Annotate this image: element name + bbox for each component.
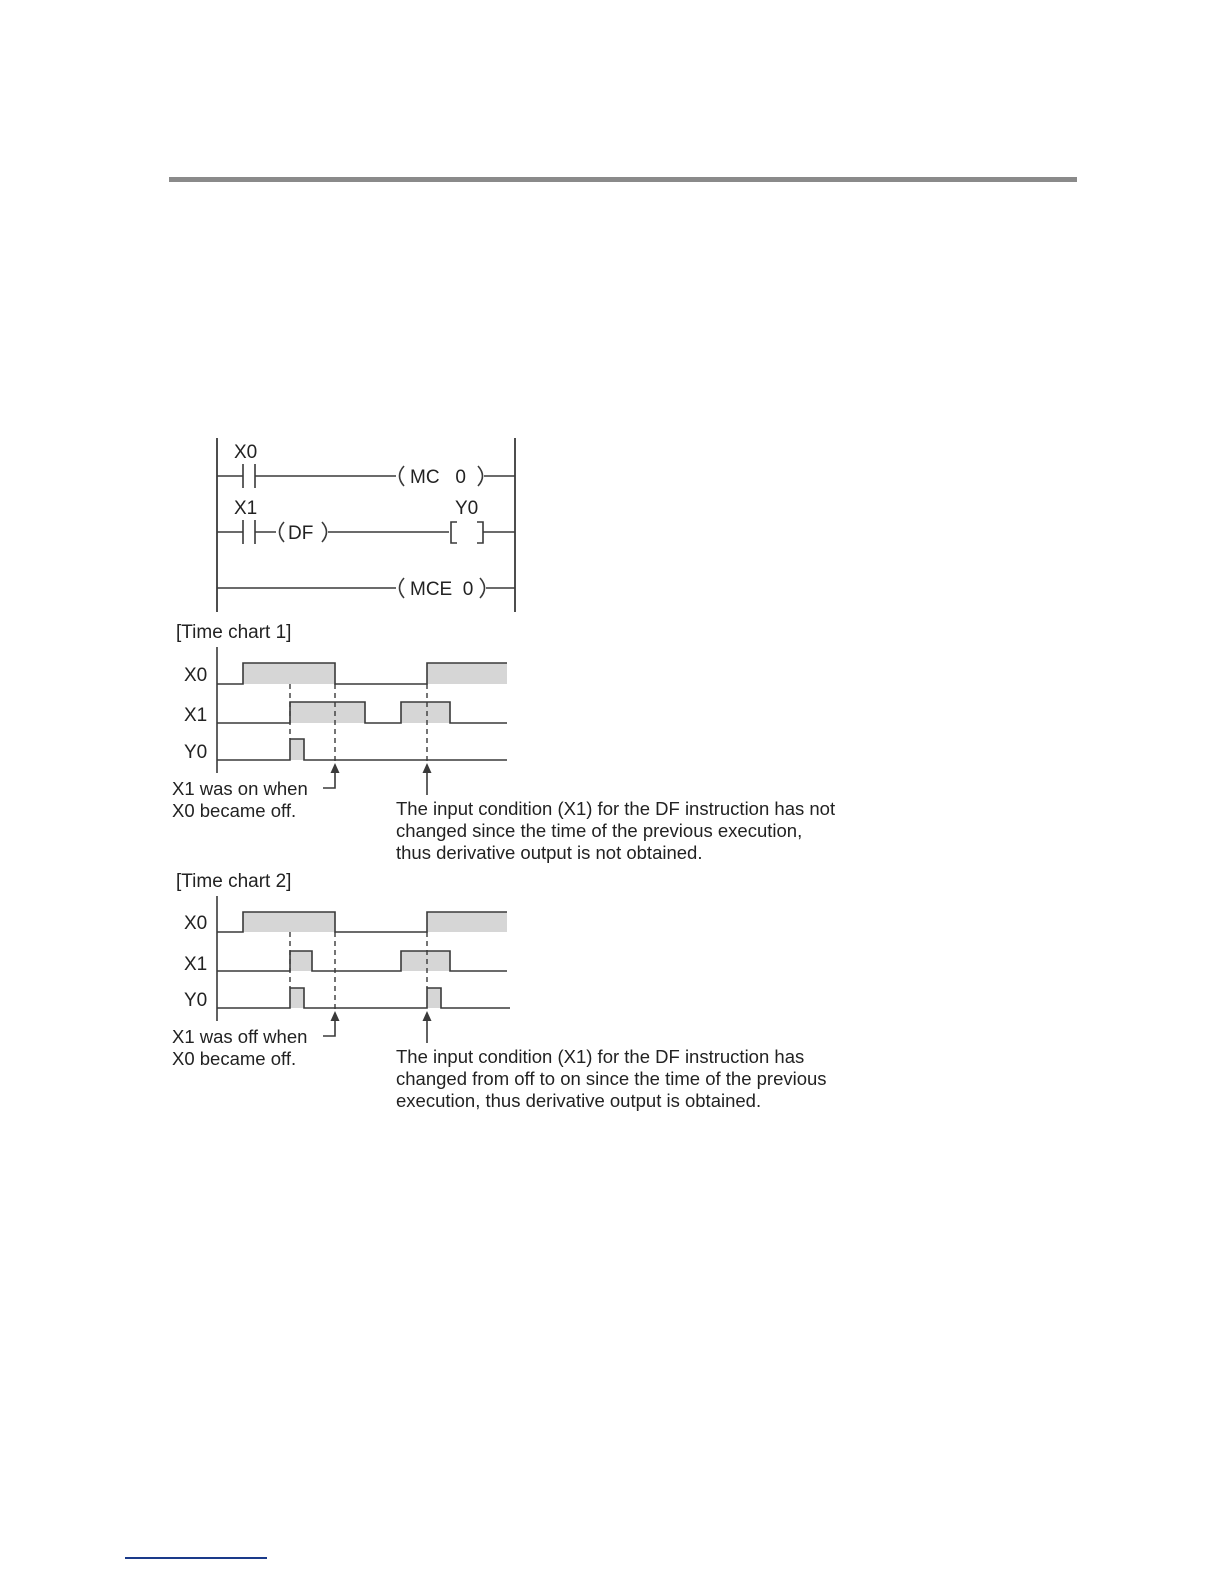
rung-1 xyxy=(217,442,515,488)
chart2-x1-waveform xyxy=(217,951,507,971)
chart1-x1-on-pulse xyxy=(401,702,450,723)
chart2-note-left-line1: X1 was off when xyxy=(172,1026,308,1047)
chart2-right-arrowhead xyxy=(423,1011,432,1021)
top-rule xyxy=(169,177,1077,182)
chart1-note-right-line3: thus derivative output is not obtained. xyxy=(396,842,703,863)
ladder-diagram xyxy=(217,438,515,612)
footnote-rule xyxy=(125,1557,267,1559)
chart2-x0-on-pulse xyxy=(243,912,335,932)
rung1-contact-label: X0 xyxy=(234,442,258,463)
rung1-coil-left-paren xyxy=(400,466,405,486)
rung3-coil-left-paren xyxy=(400,578,405,598)
chart2-y0-label: Y0 xyxy=(184,990,208,1011)
chart1-x0-on-pulse xyxy=(427,663,507,684)
chart1-right-arrowhead xyxy=(423,763,432,773)
chart1-note-right-line2: changed since the time of the previous execution, xyxy=(396,820,803,841)
chart2-note-right-line2: changed from off to on since the time of the previous xyxy=(396,1068,827,1089)
chart1-y0-on-pulse xyxy=(290,739,304,760)
chart1-x1-on-pulse xyxy=(290,702,365,723)
chart2-y0-on-pulse xyxy=(290,988,304,1008)
rung3-coil-label: MCE 0 xyxy=(410,579,474,600)
rung-2 xyxy=(217,498,515,544)
time-chart-1-title: [Time chart 1] xyxy=(176,622,292,643)
time-chart-2 xyxy=(172,871,827,1111)
rung-3 xyxy=(217,578,515,600)
chart2-y0-waveform xyxy=(217,988,510,1008)
chart2-x1-on-pulse xyxy=(401,951,450,971)
rung1-coil-label: MC 0 xyxy=(410,467,466,488)
chart2-x0-label: X0 xyxy=(184,913,208,934)
rung2-output-bracket-left xyxy=(451,522,457,543)
chart2-note-right-line3: execution, thus derivative output is obtained. xyxy=(396,1090,762,1111)
rung3-coil-right-paren xyxy=(480,578,485,598)
rung2-output-bracket-right xyxy=(477,522,483,543)
chart2-left-arrowhead xyxy=(331,1011,340,1021)
rung2-df-left-paren xyxy=(280,522,285,542)
chart2-x1-on-pulse xyxy=(290,951,312,971)
chart1-y0-label: Y0 xyxy=(184,742,208,763)
chart2-note-right-line1: The input condition (X1) for the DF instruction has xyxy=(396,1046,805,1067)
chart1-note-left-line1: X1 was on when xyxy=(172,778,308,799)
chart2-x1-label: X1 xyxy=(184,954,208,975)
rung1-coil-right-paren xyxy=(478,466,483,486)
chart1-y0-waveform xyxy=(217,739,507,760)
time-chart-2-title: [Time chart 2] xyxy=(176,871,292,892)
chart1-note-right-line1: The input condition (X1) for the DF instruction has not xyxy=(396,798,836,819)
rung2-df-label: DF xyxy=(288,523,314,544)
chart2-note-left-line2: X0 became off. xyxy=(172,1048,297,1069)
time-chart-1 xyxy=(172,622,835,863)
chart1-left-arrowhead xyxy=(331,763,340,773)
chart1-x0-label: X0 xyxy=(184,665,208,686)
chart1-note-left-line2: X0 became off. xyxy=(172,800,297,821)
chart1-x0-on-pulse xyxy=(243,663,335,684)
rung2-contact-label: X1 xyxy=(234,498,258,519)
chart2-y0-on-pulse xyxy=(427,988,441,1008)
rung2-output-label: Y0 xyxy=(455,498,479,519)
rung2-df-right-paren xyxy=(322,522,327,542)
chart1-x1-label: X1 xyxy=(184,705,208,726)
chart2-x0-on-pulse xyxy=(427,912,507,932)
